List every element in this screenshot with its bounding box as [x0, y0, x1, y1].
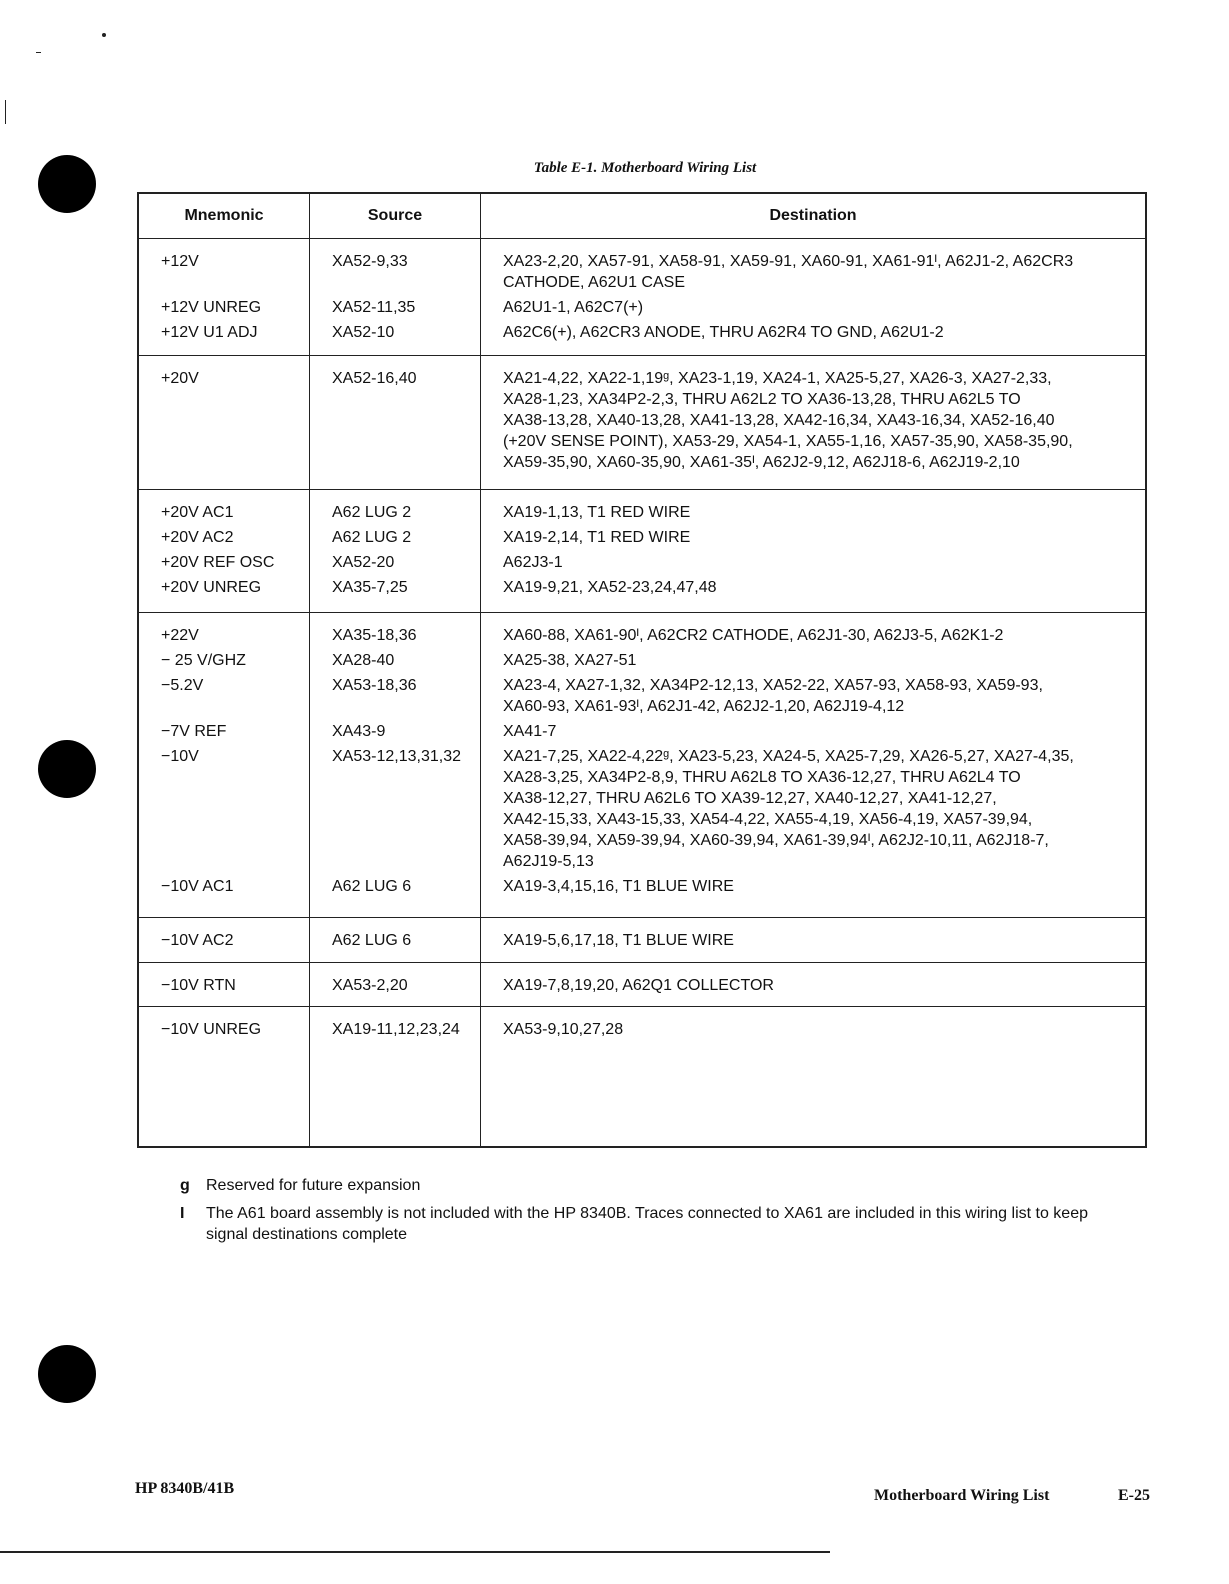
header-destination: Destination: [481, 193, 1147, 239]
destination-line: XA19-7,8,19,20, A62Q1 COLLECTOR: [503, 976, 774, 994]
destination-line: XA19-1,13, T1 RED WIRE: [503, 504, 691, 522]
table-header-row: [138, 193, 1146, 239]
mnemonic-cell: [138, 962, 310, 1006]
footer-model: HP 8340B/41B: [135, 1480, 235, 1497]
source-value: A62 LUG 2: [332, 504, 412, 522]
destination-line: XA19-3,4,15,16, T1 BLUE WIRE: [503, 877, 734, 895]
mnemonic-value: −10V AC1: [161, 877, 234, 895]
mnemonic-cell: [138, 1006, 310, 1147]
mnemonic-value: −10V RTN: [161, 976, 236, 994]
source-cell: [310, 355, 481, 490]
mnemonic-value: +20V REF OSC: [161, 554, 275, 572]
footer-section-title: Motherboard Wiring List: [874, 1487, 1050, 1504]
source-value: XA19-11,12,23,24: [332, 1020, 460, 1038]
destination-line: XA23-4, XA27-1,32, XA34P2-12,13, XA52-22, XA57-93, XA58-93, XA59-93,: [503, 676, 1043, 694]
destination-cell: [481, 962, 1147, 1006]
scan-speck: [102, 33, 106, 37]
source-value: XA52-20: [332, 554, 395, 572]
table-row: [138, 612, 1146, 918]
mnemonic-value: −10V: [161, 747, 199, 765]
bottom-rule: [0, 1551, 830, 1553]
mnemonic-value: +22V: [161, 626, 199, 644]
table-row: [138, 239, 1146, 356]
destination-line: XA21-4,22, XA22-1,19ᵍ, XA23-1,19, XA24-1, XA25-5,27, XA26-3, XA27-2,33,: [503, 369, 1052, 387]
destination-line: A62U1-1, A62C7(+): [503, 299, 644, 316]
footer-page-number: E-25: [1118, 1487, 1150, 1504]
mnemonic-value: −5.2V: [161, 676, 204, 694]
mnemonic-value: +20V AC1: [161, 504, 234, 522]
table-row: [138, 355, 1146, 490]
source-value: XA52-16,40: [332, 369, 417, 387]
source-value: XA52-10: [332, 324, 395, 341]
source-value: A62 LUG 6: [332, 932, 412, 950]
destination-line: XA60-88, XA61-90ᴵ, A62CR2 CATHODE, A62J1-30, A62J3-5, A62K1-2: [503, 626, 1004, 644]
table-row: [138, 962, 1146, 1006]
destination-line: XA28-1,23, XA34P2-2,3, THRU A62L2 TO XA36-13,28, THRU A62L5 TO: [503, 390, 1021, 408]
binder-hole-middle: [38, 740, 96, 798]
destination-line: XA41-7: [503, 722, 557, 740]
source-value: XA35-7,25: [332, 579, 408, 597]
table-row: [138, 1006, 1146, 1147]
mnemonic-value: +20V: [161, 369, 199, 387]
source-value: A62 LUG 6: [332, 877, 412, 895]
destination-cell: [481, 490, 1147, 613]
destination-line: XA60-93, XA61-93ᴵ, A62J1-42, A62J2-1,20, A62J19-4,12: [503, 697, 905, 715]
destination-line: XA19-9,21, XA52-23,24,47,48: [503, 579, 717, 597]
destination-cell: [481, 612, 1147, 918]
binder-hole-bottom: [38, 1345, 96, 1403]
source-value: XA28-40: [332, 651, 395, 669]
mnemonic-cell: [138, 355, 310, 490]
footnote-text: The A61 board assembly is not included with the HP 8340B. Traces connected to XA61 are included in this wiring list to keep signal destinations complete: [206, 1205, 1088, 1243]
mnemonic-value: −10V AC2: [161, 932, 234, 950]
source-cell: [310, 1006, 481, 1147]
mnemonic-cell: [138, 918, 310, 962]
source-value: XA35-18,36: [332, 626, 417, 644]
table-row: [138, 918, 1146, 962]
source-value: XA53-12,13,31,32: [332, 747, 461, 765]
scan-edge-mark: [5, 100, 6, 124]
destination-line: XA19-2,14, T1 RED WIRE: [503, 529, 691, 547]
source-value: A62 LUG 2: [332, 529, 412, 547]
source-cell: [310, 490, 481, 613]
destination-line: A62J3-1: [503, 554, 563, 572]
header-mnemonic: Mnemonic: [138, 193, 310, 239]
destination-line: A62C6(+), A62CR3 ANODE, THRU A62R4 TO GND, A62U1-2: [503, 324, 944, 341]
source-value: XA52-9,33: [332, 253, 408, 270]
destination-line: A62J19-5,13: [503, 852, 594, 870]
destination-line: XA21-7,25, XA22-4,22ᵍ, XA23-5,23, XA24-5, XA25-7,29, XA26-5,27, XA27-4,35,: [503, 747, 1074, 765]
source-cell: [310, 239, 481, 356]
destination-line: XA58-39,94, XA59-39,94, XA60-39,94, XA61-39,94ᴵ, A62J2-10,11, A62J18-7,: [503, 831, 1049, 849]
destination-line: XA19-5,6,17,18, T1 BLUE WIRE: [503, 932, 734, 950]
mnemonic-value: − 25 V/GHZ: [161, 651, 246, 669]
destination-line: CATHODE, A62U1 CASE: [503, 274, 685, 291]
wiring-table: [137, 192, 1147, 1148]
mnemonic-value: −7V REF: [161, 722, 227, 740]
destination-cell: [481, 239, 1147, 356]
destination-cell: [481, 1006, 1147, 1147]
table-title: Table E-1. Motherboard Wiring List: [533, 160, 757, 176]
destination-line: XA53-9,10,27,28: [503, 1020, 624, 1038]
destination-line: XA28-3,25, XA34P2-8,9, THRU A62L8 TO XA36-12,27, THRU A62L4 TO: [503, 768, 1021, 786]
footnote-mark: I: [180, 1205, 185, 1222]
destination-line: XA59-35,90, XA60-35,90, XA61-35ᴵ, A62J2-9,12, A62J18-6, A62J19-2,10: [503, 453, 1020, 471]
destination-line: XA38-13,28, XA40-13,28, XA41-13,28, XA42-16,34, XA43-16,34, XA52-16,40: [503, 411, 1055, 429]
destination-line: (+20V SENSE POINT), XA53-29, XA54-1, XA55-1,16, XA57-35,90, XA58-35,90,: [503, 432, 1073, 450]
source-cell: [310, 918, 481, 962]
destination-cell: [481, 355, 1147, 490]
footnote-text: Reserved for future expansion: [206, 1177, 421, 1194]
source-cell: [310, 962, 481, 1006]
source-value: XA53-18,36: [332, 676, 417, 694]
mnemonic-value: +12V U1 ADJ: [161, 324, 258, 341]
mnemonic-cell: [138, 490, 310, 613]
mnemonic-value: +20V UNREG: [161, 579, 262, 597]
destination-line: XA42-15,33, XA43-15,33, XA54-4,22, XA55-4,19, XA56-4,19, XA57-39,94,: [503, 810, 1033, 828]
source-cell: [310, 612, 481, 918]
source-value: XA53-2,20: [332, 976, 408, 994]
mnemonic-value: +12V: [161, 253, 199, 270]
mnemonic-value: +20V AC2: [161, 529, 234, 547]
scan-speck: [36, 52, 41, 53]
source-value: XA43-9: [332, 722, 386, 740]
destination-line: XA25-38, XA27-51: [503, 651, 637, 669]
mnemonic-cell: [138, 612, 310, 918]
mnemonic-value: +12V UNREG: [161, 299, 262, 316]
source-value: XA52-11,35: [332, 299, 416, 316]
mnemonic-cell: [138, 239, 310, 356]
header-source: Source: [310, 193, 481, 239]
mnemonic-value: −10V UNREG: [161, 1020, 262, 1038]
destination-line: XA38-12,27, THRU A62L6 TO XA39-12,27, XA40-12,27, XA41-12,27,: [503, 789, 997, 807]
table-row: [138, 490, 1146, 613]
destination-line: XA23-2,20, XA57-91, XA58-91, XA59-91, XA60-91, XA61-91ᴵ, A62J1-2, A62CR3: [503, 253, 1074, 270]
destination-cell: [481, 918, 1147, 962]
footnote-mark: g: [180, 1177, 190, 1194]
